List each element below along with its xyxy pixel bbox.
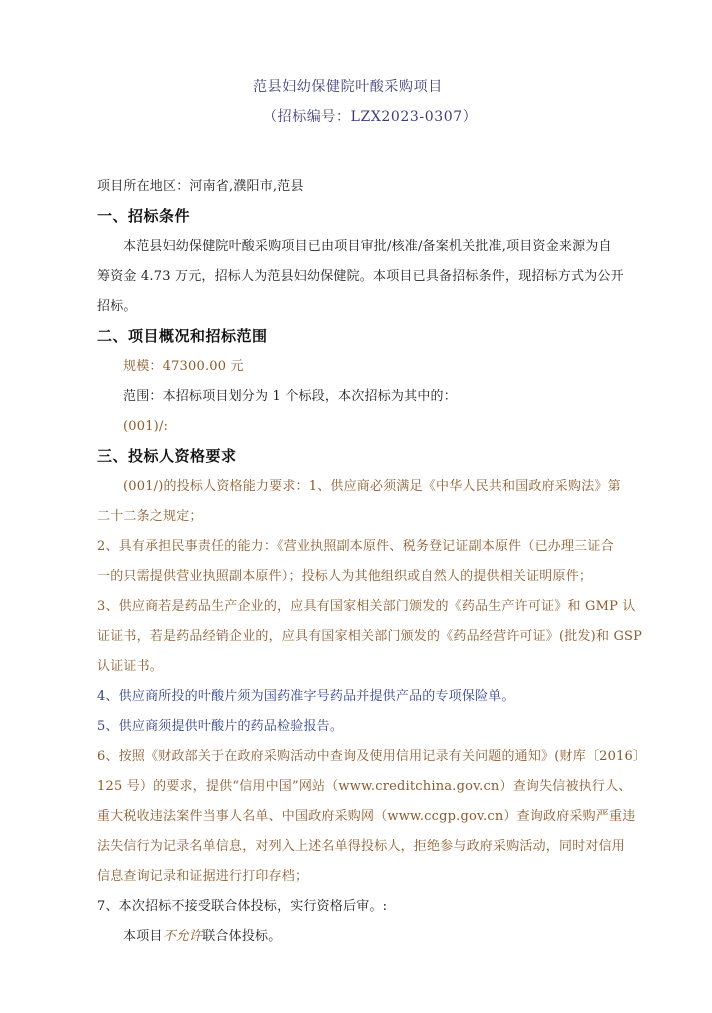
qualification-1a: (001/)的投标人资格能力要求：1、供应商必须满足《中华人民共和国政府采购法》第 bbox=[123, 479, 621, 494]
conditions-line-1: 本范县妇幼保健院叶酸采购项目已由项目审批/核准/备案机关批准,项目资金来源为自 bbox=[123, 239, 612, 254]
qualification-6e: 信息查询记录和证据进行打印存档； bbox=[97, 869, 309, 884]
qualification-2a: 2、具有承担民事责任的能力：《营业执照副本原件、税务登记证副本原件（已办理三证合 bbox=[97, 539, 614, 554]
qualification-2b: 一的只需提供营业执照副本原件）；投标人为其他组织或自然人的提供相关证明原件； bbox=[97, 569, 593, 584]
qualification-4: 4、供应商所投的叶酸片须为国药准字号药品并提供产品的专项保险单。 bbox=[97, 689, 515, 704]
consortium-suffix: 联合体投标。 bbox=[202, 929, 282, 944]
qualification-1b: 二十二条之规定； bbox=[97, 509, 203, 524]
conditions-line-2: 筹资金 4.73 万元，招标人为范县妇幼保健院。本项目已具备招标条件，现招标方式为公开 bbox=[97, 269, 624, 284]
consortium-line bbox=[123, 928, 281, 946]
qualification-5: 5、供应商须提供叶酸片的药品检验报告。 bbox=[97, 719, 344, 734]
page-title: 范县妇幼保健院叶酸采购项目 bbox=[253, 79, 443, 95]
qualification-3b: 证证书，若是药品经销企业的，应具有国家相关部门颁发的《药品经营许可证》(批发)和 GSP bbox=[97, 629, 643, 644]
project-region: 项目所在地区：河南省,濮阳市,范县 bbox=[97, 179, 304, 194]
qualification-7: 7、本次招标不接受联合体投标，实行资格后审。: bbox=[97, 899, 388, 914]
qualification-6a: 6、按照《财政部关于在政府采购活动中查询及使用信用记录有关问题的通知》(财库〔2016〕 bbox=[97, 749, 647, 764]
section-heading-overview: 二、项目概况和招标范围 bbox=[97, 327, 268, 345]
qualification-6b: 125 号）的要求，提供“信用中国”网站（www.creditchina.gov.cn）查询失信被执行人、 bbox=[97, 779, 632, 794]
consortium-value: 不允许 bbox=[162, 929, 203, 944]
qualification-3a: 3、供应商若是药品生产企业的，应具有国家相关部门颁发的《药品生产许可证》和 GMP 认 bbox=[97, 599, 636, 614]
section-heading-conditions: 一、招标条件 bbox=[97, 207, 191, 225]
section-heading-qualification: 三、投标人资格要求 bbox=[97, 447, 237, 465]
qualification-3c: 认证证书。 bbox=[97, 659, 164, 674]
project-scale: 规模：47300.00 元 bbox=[123, 359, 244, 374]
consortium-prefix: 本项目 bbox=[123, 929, 163, 944]
project-range: 范围：本招标项目划分为 1 个标段，本次招标为其中的： bbox=[123, 389, 457, 404]
conditions-line-3: 招标。 bbox=[97, 299, 137, 314]
lot-id: (001)/: bbox=[123, 419, 169, 434]
bid-number: （招标编号：LZX2023-0307） bbox=[263, 109, 478, 125]
qualification-6d: 法失信行为记录名单信息，对列入上述名单得投标人，拒绝参与政府采购活动，同时对信用 bbox=[97, 839, 626, 854]
qualification-6c: 重大税收违法案件当事人名单、中国政府采购网（www.ccgp.gov.cn）查询政府采购严重违 bbox=[97, 809, 636, 824]
